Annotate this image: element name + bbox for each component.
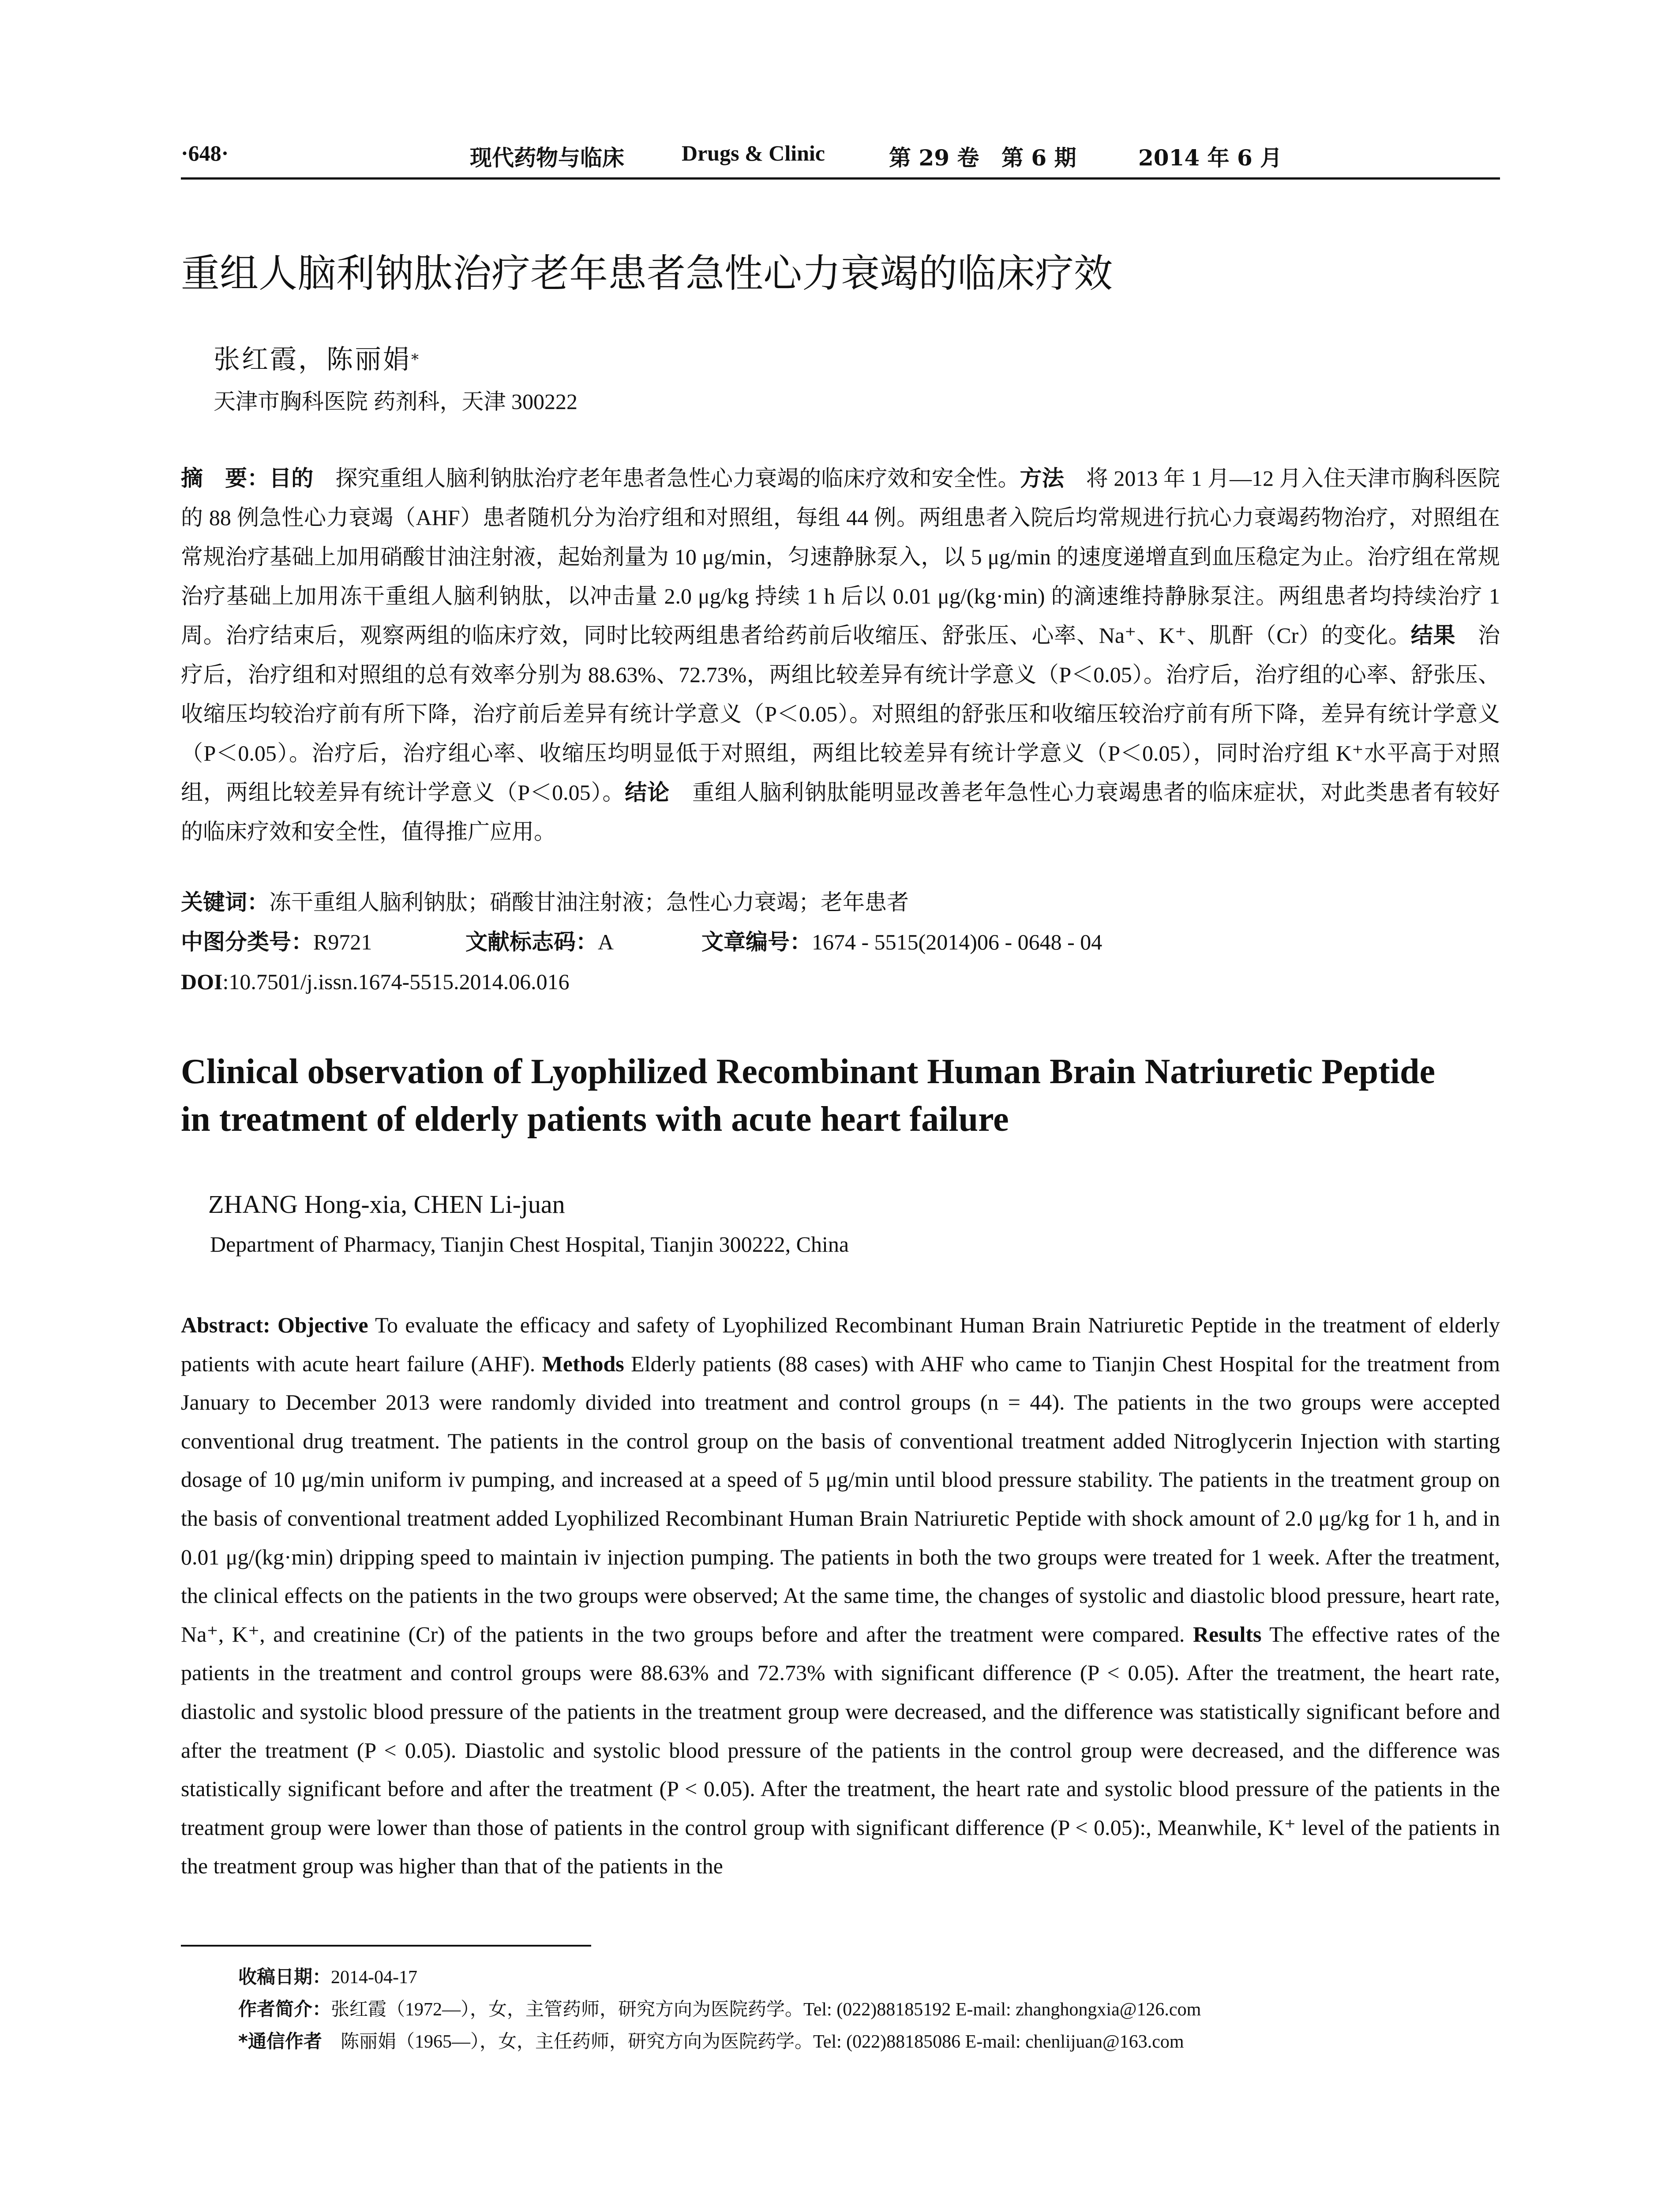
methods-text-en: Elderly patients (88 cases) with AHF who came to Tianjin Chest Hospital for the treatment from January to December 2013 were randomly divided into treatment and control groups (n = 44). The patients in the two groups were accepted conventional drug treatment. The patients in the control group on the basis of conventional treatment added Nitroglycerin Injection with starting dosage of 10 μg/min uniform iv pumping, and increased at a speed of 5 μg/min until blood pressure stability. The patients in the treatment group on the basis of conventional treatment added Lyophilized Recombinant Human Brain Natriuretic Peptide with shock amount of 2.0 μg/kg for 1 h, and in 0.01 μg/(kg·min) dripping speed to maintain iv injection pumping. The patients in both the two groups were treated for 1 week. After the treatment, the clinical effects on the patients in the two groups were observed; At the same time, the changes of systolic and diastolic blood pressure, heart rate, Na⁺, K⁺, and creatinine (Cr) of the patients in the two groups before and after the treatment were compared. xyxy=(181,1351,1500,1647)
received-date xyxy=(238,1961,1500,1993)
affiliation-cn: 天津市胸科医院 药剂科，天津 300222 xyxy=(214,389,578,414)
conclusion-text-cn: 重组人脑利钠肽能明显改善老年急性心力衰竭患者的临床症状，对此类患者有较好的临床疗效和安全性，值得推广应用。 xyxy=(181,780,1500,844)
objective-text-cn: 探究重组人脑利钠肽治疗老年患者急性心力衰竭的临床疗效和安全性。 xyxy=(313,466,1020,491)
journal-name-cn: 现代药物与临床 xyxy=(470,145,624,171)
article-number-label: 文章编号： xyxy=(701,929,812,955)
keywords-cn xyxy=(181,887,909,918)
authors-cn xyxy=(214,342,420,377)
corr-text: 陈丽娟（1965—），女，主任药师，研究方向为医院药学。Tel: (022)88185086 E-mail: chenlijuan@163.com xyxy=(322,2032,1184,2052)
methods-label-en: Methods xyxy=(542,1351,624,1376)
corresponding-author xyxy=(238,2026,1500,2058)
corr-label: *通信作者 xyxy=(238,2030,322,2052)
corresponding-mark: * xyxy=(411,351,420,368)
page-number: ·648· xyxy=(181,141,229,165)
clc-label: 中图分类号： xyxy=(181,929,313,955)
volume: 第 29 卷 xyxy=(889,145,979,171)
doc-code-value: A xyxy=(598,930,614,954)
article-number-value: 1674 - 5515(2014)06 - 0648 - 04 xyxy=(812,930,1102,954)
title-en-line-1: Clinical observation of Lyophilized Recombinant Human Brain Natriuretic Peptide xyxy=(181,1052,1435,1091)
received-value: 2014-04-17 xyxy=(331,1967,417,1988)
results-text-cn: 治疗后，治疗组和对照组的总有效率分别为 88.63%、72.73%，两组比较差异有统计学意义（P＜0.05）。治疗后，治疗组的心率、舒张压、收缩压均较治疗前有所下降，治疗前后差异有统计学意义（P＜0.05）。对照组的舒张压和收缩压较治疗前有所下降，差异有统计学意义（P＜0.05）。治疗后，治疗组心率、收缩压均明显低于对照组，两组比较差异有统计学意义（P＜0.05），同时治疗组 K⁺水平高于对照组，两组比较差异有统计学意义（P＜0.05）。 xyxy=(181,623,1500,805)
header-rule xyxy=(181,177,1500,180)
running-head xyxy=(181,140,1500,171)
keywords-text: 冻干重组人脑利钠肽；硝酸甘油注射液；急性心力衰竭；老年患者 xyxy=(269,890,909,915)
abstract-cn-label: 摘 要： xyxy=(181,465,270,491)
doi-value[interactable]: :10.7501/j.issn.1674-5515.2014.06.016 xyxy=(222,969,570,994)
keywords-label: 关键词： xyxy=(181,889,269,915)
conclusion-label-cn: 结论 xyxy=(625,780,670,805)
results-label-cn: 结果 xyxy=(1410,623,1456,648)
doc-code-label: 文献标志码： xyxy=(465,929,598,955)
abstract-cn xyxy=(181,459,1500,852)
objective-label-cn: 目的 xyxy=(269,465,314,491)
journal-name-en: Drugs & Clinic xyxy=(682,141,825,165)
methods-label-cn: 方法 xyxy=(1020,465,1064,491)
footnotes xyxy=(238,1961,1500,2058)
doi-line xyxy=(181,966,570,997)
author-bio xyxy=(238,1993,1500,2026)
objective-text-en: To evaluate the efficacy and safety of Lyophilized Recombinant Human Brain Natriuretic Peptide in the treatment of elderly patients with acute heart failure (AHF). xyxy=(181,1313,1500,1376)
authors-en: ZHANG Hong-xia, CHEN Li-juan xyxy=(208,1190,565,1219)
received-label: 收稿日期： xyxy=(238,1966,331,1988)
footnote-rule xyxy=(181,1945,591,1947)
affiliation-en: Department of Pharmacy, Tianjin Chest Hospital, Tianjin 300222, China xyxy=(210,1232,849,1257)
abstract-en xyxy=(181,1306,1500,1886)
methods-text-cn: 将 2013 年 1 月—12 月入住天津市胸科医院的 88 例急性心力衰竭（AHF）患者随机分为治疗组和对照组，每组 44 例。两组患者入院后均常规进行抗心力衰竭药物治疗，对照组在常规治疗基础上加用硝酸甘油注射液，起始剂量为 10 μg/min，匀速静脉泵入，以 5 μg/min 的速度递增直到血压稳定为止。治疗组在常规治疗基础上加用冻干重组人脑利钠肽，以冲击量 2.0 μg/kg 持续 1 h 后以 0.01 μg/(kg·min) 的滴速维持静脉泵注。两组患者均持续治疗 1 周。治疗结束后，观察两组的临床疗效，同时比较两组患者给药前后收缩压、舒张压、心率、Na⁺、K⁺、肌酐（Cr）的变化。 xyxy=(181,466,1500,648)
issue: 第 6 期 xyxy=(1001,145,1076,171)
title-en xyxy=(181,1048,1500,1143)
title-cn: 重组人脑利钠肽治疗老年患者急性心力衰竭的临床疗效 xyxy=(181,251,1113,296)
doi-label: DOI xyxy=(181,969,223,994)
issue-date: 2014 年 6 月 xyxy=(1138,145,1282,171)
title-en-line-2: in treatment of elderly patients with acute heart failure xyxy=(181,1100,1009,1139)
authors-cn-names: 张红霞，陈丽娟 xyxy=(214,344,411,375)
results-label-en: Results xyxy=(1192,1621,1262,1647)
bio-text: 张红霞（1972—），女，主管药师，研究方向为医院药学。Tel: (022)88185192 E-mail: zhanghongxia@126.com xyxy=(331,2000,1201,2020)
abstract-en-label: Abstract: Objective xyxy=(181,1313,368,1337)
bio-label: 作者简介： xyxy=(238,1998,331,2020)
clc-value: R9721 xyxy=(313,930,372,954)
results-text-en: The effective rates of the patients in the treatment and control groups were 88.63% and 72.73% with significant difference (P < 0.05). After the treatment, the heart rate, diastolic and systolic blood pressure of the patients in the treatment group were decreased, and the difference was statistically significant before and after the treatment (P < 0.05). Diastolic and systolic blood pressure of the patients in the control group were decreased, and the difference was statistically significant before and after the treatment (P < 0.05). After the treatment, the heart rate and systolic blood pressure of the patients in the treatment group were lower than those of patients in the control group with significant difference (P < 0.05):, Meanwhile, K⁺ level of the patients in the treatment group was higher than that of the patients in the xyxy=(181,1621,1500,1879)
